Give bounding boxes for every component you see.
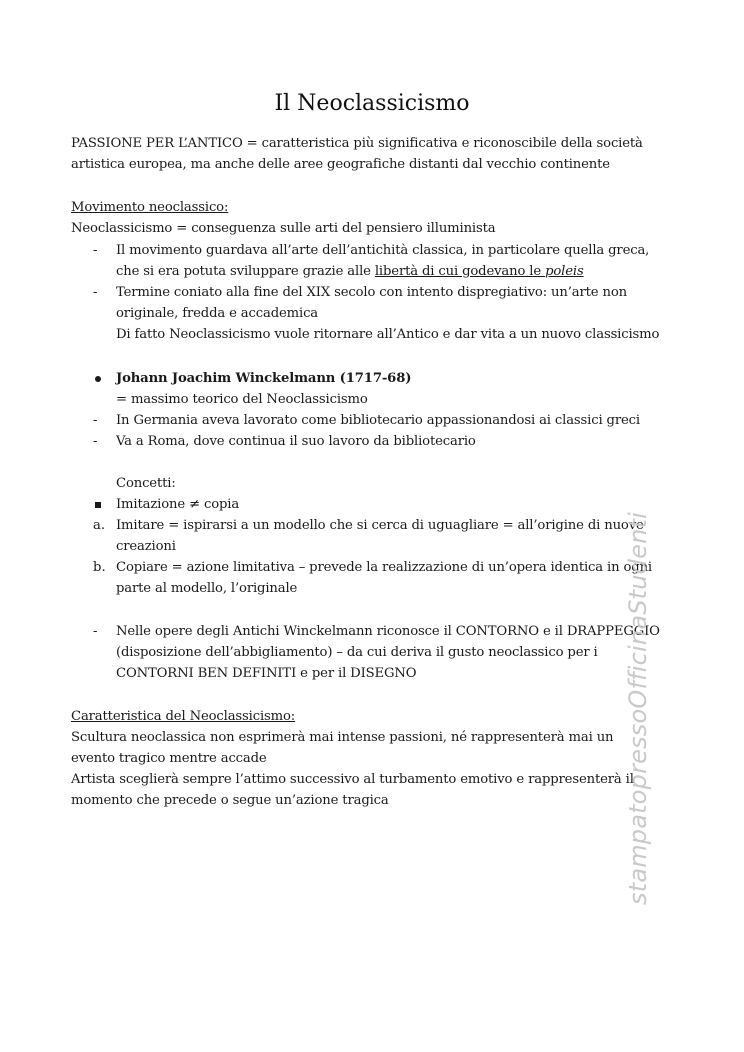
movimento-item2-line3: Di fatto Neoclassicismo vuole ritornare all’Antico e dar vita a un nuovo classicismo [116,327,660,342]
caratteristica-line2: evento tragico mentre accade [71,751,267,766]
contorno-line1: Nelle opere degli Antichi Winckelmann riconosce il CONTORNO e il DRAPPEGGIO [116,624,660,639]
dash-bullet: - [93,624,98,639]
caratteristica-heading: Caratteristica del Neoclassicismo: [71,709,296,724]
concept-a-line2: creazioni [116,539,176,554]
caratteristica-line4: momento che precede o segue un’azione tragica [71,793,389,808]
winckelmann-fact-1: In Germania aveva lavorato come bibliotecario appassionandosi ai classici greci [116,413,640,428]
round-bullet-icon [95,376,101,382]
list-marker-a: a. [93,518,106,533]
movimento-item1-line1: Il movimento guardava all’arte dell’antichità classica, in particolare quella greca, [116,243,650,258]
movimento-heading: Movimento neoclassico: [71,200,229,215]
winckelmann-role: = massimo teorico del Neoclassicismo [116,392,368,407]
watermark: stampatopressoOfficinaStudenti [624,512,652,905]
intro-line-1: PASSIONE PER L’ANTICO = caratteristica più significativa e riconoscibile della società [71,136,643,151]
movimento-item2-line1: Termine coniato alla fine del XIX secolo con intento dispregiativo: un’arte non [116,285,627,300]
movimento-item1-line2 [116,261,584,282]
square-bullet-icon [95,502,101,508]
list-marker-b: b. [93,560,106,575]
movimento-definition: Neoclassicismo = conseguenza sulle arti del pensiero illuminista [71,221,496,236]
page-title: Il Neoclassicismo [274,91,470,116]
winckelmann-fact-2: Va a Roma, dove continua il suo lavoro da bibliotecario [116,434,476,449]
caratteristica-line3: Artista sceglierà sempre l’attimo successivo al turbamento emotivo e rappresenterà il [71,772,634,787]
caratteristica-line1: Scultura neoclassica non esprimerà mai intense passioni, né rappresenterà mai un [71,730,614,745]
concepts-label: Concetti: [116,476,176,491]
movimento-item2-line2: originale, fredda e accademica [116,306,319,321]
movimento-item1-text: che si era potuta sviluppare grazie alle [116,264,375,279]
winckelmann-name: Johann Joachim Winckelmann (1717-68) [116,371,412,386]
dash-bullet: - [93,434,98,449]
concept-a-line1: Imitare = ispirarsi a un modello che si cerca di uguagliare = all’origine di nuove [116,518,644,533]
concept-b-line2: parte al modello, l’originale [116,581,298,596]
liberta-underlined: libertà di cui godevano le [374,264,546,279]
intro-line-2: artistica europea, ma anche delle aree geografiche distanti dal vecchio continente [71,157,610,172]
concept-main: Imitazione ≠ copia [116,497,240,512]
contorno-line2: (disposizione dell’abbigliamento) – da cui deriva il gusto neoclassico per i [116,645,598,660]
concept-b-line1: Copiare = azione limitativa – prevede la realizzazione di un’opera identica in ogni [116,560,652,575]
dash-bullet: - [93,285,98,300]
contorno-line3: CONTORNI BEN DEFINITI e per il DISEGNO [116,666,417,681]
dash-bullet: - [93,413,98,428]
dash-bullet: - [93,243,98,258]
poleis-term: poleis [545,264,584,279]
